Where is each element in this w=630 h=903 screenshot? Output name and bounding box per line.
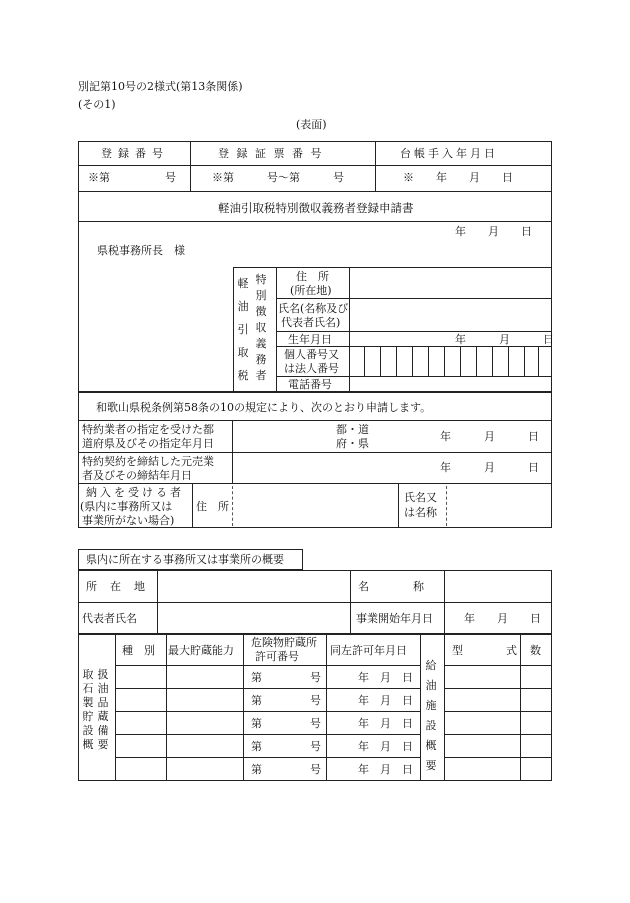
contract-date-field[interactable]: 年 月 日 [440,461,539,474]
designation-label-1: 特約業者の指定を受けた都 [82,423,214,436]
recipient-label-2: (県内に事務所又は [80,500,173,513]
fueling-vertical-label: 給油施設概要 [425,659,437,772]
birth-date-field[interactable]: 年 月 日 [455,333,554,346]
recipient-name-label-2: は名称 [404,506,437,519]
registration-number-label: 登録番号 [101,147,169,160]
name-input[interactable] [351,300,550,330]
permit-date-field[interactable]: 年 月 日 [358,740,413,753]
col-model-header-2: 式 [506,644,517,657]
permit-suffix: 号 [310,740,321,753]
certificate-number-field[interactable]: ※第 号～第 号 [212,171,344,184]
permit-prefix: 第 [251,740,262,753]
col-capacity-header: 最大貯蔵能力 [168,644,234,657]
permit-prefix: 第 [251,694,262,707]
collector-vertical-label-2: 特別徴収義務者 [255,273,267,382]
id-digit-cell[interactable] [396,346,397,376]
designation-date-field[interactable]: 年 月 日 [440,430,539,443]
col-type-header: 種 別 [122,644,155,657]
office-location-label: 所 在 地 [86,580,146,593]
ledger-date-label: 台帳手入年月日 [400,147,498,160]
contract-label-2: 者及びその締結年月日 [82,469,192,482]
id-digit-cell[interactable] [476,346,477,376]
permit-prefix: 第 [251,763,262,776]
contract-label-1: 特約契約を締結した元売業 [82,455,214,468]
id-number-label-1: 個人番号又 [284,348,339,361]
permit-prefix: 第 [251,671,262,684]
ledger-date-field[interactable]: ※ 年 月 日 [403,171,513,184]
representative-label: 代表者氏名 [82,612,137,625]
id-digit-cell[interactable] [428,346,429,376]
form-title: 軽油引取税特別徴収義務者登録申請書 [218,201,414,215]
address-input[interactable] [351,269,550,297]
name-label-2: 代表者氏名) [281,316,341,329]
id-digit-cell[interactable] [364,346,365,376]
recipient-label-1: 納入を受ける者 [86,486,184,499]
birth-date-label: 生年月日 [288,333,332,346]
form-part: (その1) [78,98,116,111]
permit-suffix: 号 [310,694,321,707]
permit-date-field[interactable]: 年 月 日 [358,671,413,684]
storage-vertical-label-2: 扱油品蔵備要 [97,668,109,751]
office-name-label: 名 称 [358,580,424,593]
registration-number-field[interactable]: ※第 号 [88,171,176,184]
designation-prefecture-2: 府・県 [336,437,369,450]
representative-input[interactable] [159,604,348,632]
permit-suffix: 号 [310,717,321,730]
col-model-header-1: 型 [452,644,463,657]
designation-label-2: 道府県及びその指定年月日 [82,437,214,450]
recipient-address-label: 住 所 [196,500,229,513]
designation-prefecture-1: 都・道 [336,423,369,436]
id-digit-cell[interactable] [538,346,539,376]
address-label-1: 住 所 [296,270,329,283]
id-digit-cell[interactable] [460,346,461,376]
form-reference: 別記第10号の2様式(第13条関係) [78,80,243,93]
address-label-2: (所在地) [290,284,332,297]
name-label-1: 氏名(名称及び [278,302,349,315]
office-name-input[interactable] [446,572,550,600]
id-digit-cell[interactable] [380,346,381,376]
form-face: (表面) [296,118,327,131]
col-permit-date-header: 同左許可年月日 [330,644,407,657]
permit-date-field[interactable]: 年 月 日 [358,717,413,730]
id-digit-cell[interactable] [412,346,413,376]
collector-vertical-label-1: 軽油引取税 [237,277,249,382]
phone-input[interactable] [351,378,550,391]
id-digit-cell[interactable] [444,346,445,376]
permit-prefix: 第 [251,717,262,730]
permit-date-field[interactable]: 年 月 日 [358,694,413,707]
id-digit-cell[interactable] [508,346,509,376]
business-start-field[interactable]: 年 月 日 [464,612,541,625]
recipient-address-input[interactable] [236,486,396,526]
office-location-input[interactable] [159,572,348,600]
id-digit-cell[interactable] [492,346,493,376]
statement: 和歌山県税条例第58条の10の規定により、次のとおり申請します。 [96,401,432,414]
recipient-label-3: 事業所がない場合) [82,514,175,527]
certificate-number-label: 登 録 証 票 番 号 [218,147,324,160]
recipient-name-label-1: 氏名又 [404,491,437,504]
col-count-header: 数 [530,644,541,657]
id-digit-cell[interactable] [524,346,525,376]
col-permit-header-2: 許可番号 [255,650,299,663]
permit-date-field[interactable]: 年 月 日 [358,763,413,776]
permit-suffix: 号 [310,763,321,776]
office-section-title: 県内に所在する事務所又は事業所の概要 [86,553,284,566]
business-start-label: 事業開始年月日 [356,612,433,625]
id-number-label-2: は法人番号 [284,362,339,375]
storage-vertical-label-1: 取石製貯設概 [82,668,94,751]
phone-label: 電話番号 [288,378,332,391]
application-date-field[interactable]: 年 月 日 [455,225,532,238]
permit-suffix: 号 [310,671,321,684]
col-permit-header-1: 危険物貯蔵所 [251,636,317,649]
recipient-name-input[interactable] [450,486,550,526]
addressee: 県税事務所長 様 [97,244,185,257]
